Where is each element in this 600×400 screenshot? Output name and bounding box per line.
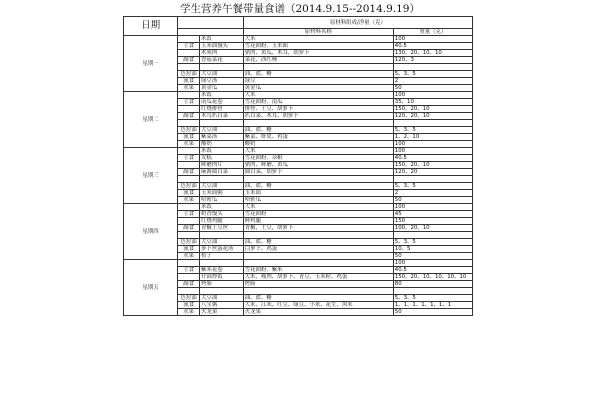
dish-name: 木须肉 (200, 50, 244, 57)
ingredient-list: 雪花面粉、杂粮 (243, 155, 393, 162)
meal-category: 水果 (178, 253, 200, 260)
dish-name (200, 176, 244, 183)
day-label: 星期二 (124, 92, 178, 148)
dish-name (200, 64, 244, 71)
dish-name: 木耳扒白菜 (200, 113, 244, 120)
composition-header: 原材料组成/净量（克） (243, 17, 472, 29)
ingredient-list: 大米、江米、红豆、绿豆、小米、花生、黑米 (243, 302, 393, 309)
weight-value: 150 (393, 218, 472, 225)
dish-name: 酸奶 (200, 141, 244, 148)
meal-category: 副食 (178, 57, 200, 64)
ingredient-list (243, 253, 393, 260)
weight-value: 150、20、10、10、10、10 (393, 274, 472, 281)
meal-category (178, 120, 200, 127)
weight-value: 50 (393, 309, 472, 316)
weight-value: 35、10 (393, 99, 472, 106)
weight-value: 100 (393, 141, 472, 148)
dish-name: 紫米花卷 (200, 267, 244, 274)
dish-name (200, 288, 244, 295)
menu-row (124, 204, 473, 211)
weight-value: 40.5 (393, 43, 472, 50)
ingredient-list: 大米 (243, 204, 393, 211)
dish-name: 哈密瓜 (200, 197, 244, 204)
ingredient-list: 大米 (243, 36, 393, 43)
weight-value: 100 (393, 148, 472, 155)
ingredient-list: 大米 (243, 92, 393, 99)
dish-name: 米饭 (200, 148, 244, 155)
dish-name: 八宝粥 (200, 302, 244, 309)
ingredient-list: 油、盐、糖 (243, 127, 393, 134)
dish-name: 黄金瓜 (200, 85, 244, 92)
ingredient-list: 大米、瘦肉、胡萝卜、青豆、玉米粒、鸡蛋 (243, 274, 393, 281)
meal-category: 水果 (178, 141, 200, 148)
ingredient-list: 白萝卜、鸡蛋 (243, 246, 393, 253)
dish-name: 发糕 (200, 155, 244, 162)
menu-table (123, 16, 473, 316)
dish-name: 青椒土豆丝 (200, 225, 244, 232)
ingredient-list: 猪肉、鲜蘑、黄瓜 (243, 162, 393, 169)
ingredient-list: 雪花面粉、南瓜 (243, 99, 393, 106)
weight-value: 150、20、10 (393, 162, 472, 169)
dish-name (200, 120, 244, 127)
dish-name: 烤肠 (200, 281, 244, 288)
meal-category: 色拉油 (178, 295, 200, 302)
ingredient-list: 油、盐、糖 (243, 71, 393, 78)
weight-value (393, 120, 472, 127)
weight-value: 40.5 (393, 267, 472, 274)
dish-name: 米饭 (200, 36, 244, 43)
day-column-header: 日期 (124, 17, 178, 36)
dish-name: 玉米面馒头 (200, 43, 244, 50)
meal-category: 水果 (178, 197, 200, 204)
meal-category: 流食 (178, 246, 200, 253)
ingredient-list: 雪花面粉、紫米 (243, 267, 393, 274)
ingredient-list: 青椒，土豆，胡萝卜 (243, 225, 393, 232)
weight-value: 10、5 (393, 246, 472, 253)
meal-category: 主食 (178, 211, 200, 218)
meal-category: 水果 (178, 309, 200, 316)
header-blank (178, 17, 244, 29)
weight-value: 50 (393, 197, 472, 204)
dish-name: 绿豆汤 (200, 78, 244, 85)
ingredient-list: 大米 (243, 148, 393, 155)
meal-category: 水果 (178, 85, 200, 92)
weight-value: 40.5 (393, 155, 472, 162)
dish-name: 米饭 (200, 204, 244, 211)
meal-category: 流食 (178, 78, 200, 85)
ingredient-list: 火龙果 (243, 309, 393, 316)
weight-value: 5、3、5 (393, 183, 472, 190)
ingredient-list: 酸奶 (243, 141, 393, 148)
dish-name: 玉米面粥 (200, 190, 244, 197)
weight-value: 120、20、10 (393, 113, 472, 120)
dish-name: 桔子 (200, 253, 244, 260)
dish-name: 大豆油 (200, 127, 244, 134)
weight-value: 5、3、5 (393, 295, 472, 302)
ingredient-list: 油、盐、糖 (243, 239, 393, 246)
meal-category: 主食 (178, 43, 200, 50)
ingredient-list: 哈密瓜 (243, 197, 393, 204)
ingredient-list: 鲜鸡腿 (243, 218, 393, 225)
meal-category (178, 50, 200, 57)
weight-value: 1、2、10 (393, 134, 472, 141)
weight-value: 5、3、5 (393, 239, 472, 246)
document-title: 学生营养午餐带量食谱（2014.9.15--2014.9.19） (180, 3, 420, 15)
ingredient-list (243, 120, 393, 127)
meal-category: 副食 (178, 281, 200, 288)
meal-category (178, 288, 200, 295)
dish-name: 米饭 (200, 92, 244, 99)
meal-category: 色拉油 (178, 239, 200, 246)
ingredient-list (243, 232, 393, 239)
weight-value (393, 64, 472, 71)
ingredient-list: 扒白菜、木耳、胡萝卜 (243, 113, 393, 120)
day-label: 星期四 (124, 204, 178, 260)
header-row (124, 17, 473, 29)
meal-category (178, 260, 200, 267)
dish-name (200, 232, 244, 239)
weight-column-header: 重量（克） (393, 29, 472, 36)
ingredient-list: 油、盐、糖 (243, 183, 393, 190)
meal-category: 副食 (178, 225, 200, 232)
ingredient-list: 雪花面粉 (243, 211, 393, 218)
meal-category: 流食 (178, 302, 200, 309)
weight-value: 5、3、5 (393, 71, 472, 78)
weight-value: 100 (393, 204, 472, 211)
meal-category: 流食 (178, 134, 200, 141)
day-label: 星期三 (124, 148, 178, 204)
menu-row (124, 148, 473, 155)
menu-row (124, 92, 473, 99)
meal-category (178, 176, 200, 183)
ingredient-list (243, 260, 393, 267)
ingredient-list (243, 288, 393, 295)
dish-name: 奶香馒头 (200, 211, 244, 218)
ingredient-list: 绿豆 (243, 78, 393, 85)
ingredient-list: 黄金瓜 (243, 85, 393, 92)
ingredient-list: 猪肉、黄瓜、木耳，胡萝卜 (243, 50, 393, 57)
meal-category (178, 162, 200, 169)
weight-value: 2 (393, 78, 472, 85)
dish-name: 大豆油 (200, 71, 244, 78)
dish-name: 香菇菜花 (200, 57, 244, 64)
dish-name: 大豆油 (200, 183, 244, 190)
weight-value: 100 (393, 260, 472, 267)
weight-value: 120、20 (393, 169, 472, 176)
weight-value (393, 232, 472, 239)
meal-category: 流食 (178, 190, 200, 197)
dish-name: 什锦炒饭 (200, 274, 244, 281)
dish-name: 紫菜汤 (200, 134, 244, 141)
weight-value: 5、3、5 (393, 127, 472, 134)
dish-name: 大豆油 (200, 295, 244, 302)
ingredient-list: 烤肠 (243, 281, 393, 288)
ingredient-column-header: 原材料名称 (243, 29, 393, 36)
menu-row (124, 260, 473, 267)
ingredient-list: 紫菜、虾皮、鸡蛋 (243, 134, 393, 141)
weight-value: 45 (393, 211, 472, 218)
dish-name: 红烧鸡腿 (200, 218, 244, 225)
meal-category (178, 218, 200, 225)
weight-value: 100 (393, 36, 472, 43)
day-label: 星期五 (124, 260, 178, 316)
weight-value: 100、20、10 (393, 225, 472, 232)
weight-value: 100 (393, 92, 472, 99)
meal-category: 主食 (178, 99, 200, 106)
weight-value: 50 (393, 85, 472, 92)
ingredient-list (243, 176, 393, 183)
meal-category (178, 148, 200, 155)
ingredient-list: 玉米面 (243, 190, 393, 197)
weight-value: 130、20、10、10 (393, 50, 472, 57)
dish-name: 火龙果 (200, 309, 244, 316)
weight-value: 2 (393, 190, 472, 197)
menu-row (124, 36, 473, 43)
meal-category: 色拉油 (178, 71, 200, 78)
dish-name: 红烧排骨 (200, 106, 244, 113)
meal-category (178, 274, 200, 281)
weight-value: 150、20、10 (393, 106, 472, 113)
dish-name (200, 260, 244, 267)
dish-name: 萝卜丝蛋花汤 (200, 246, 244, 253)
ingredient-list: 圆白菜，胡萝卜 (243, 169, 393, 176)
meal-category: 色拉油 (178, 183, 200, 190)
ingredient-list (243, 64, 393, 71)
weight-value: 50 (393, 253, 472, 260)
meal-category: 色拉油 (178, 127, 200, 134)
ingredient-list: 油、盐、糖 (243, 295, 393, 302)
meal-category (178, 64, 200, 71)
dish-name: 南瓜花卷 (200, 99, 244, 106)
dish-name: 麻酱圆白菜 (200, 169, 244, 176)
meal-category: 主食 (178, 155, 200, 162)
day-label: 星期一 (124, 36, 178, 92)
weight-value: 120、3 (393, 57, 472, 64)
weight-value (393, 288, 472, 295)
meal-category: 主食 (178, 267, 200, 274)
ingredient-list: 排骨、土豆、胡萝卜 (243, 106, 393, 113)
meal-category (178, 92, 200, 99)
meal-category: 副食 (178, 113, 200, 120)
weight-value (393, 176, 472, 183)
subheader-blank (178, 29, 244, 36)
meal-category: 副食 (178, 169, 200, 176)
weight-value: 1、1、1、1、1、1、1 (393, 302, 472, 309)
ingredient-list: 菜花、西红柿 (243, 57, 393, 64)
dish-name: 鲜蘑肉片 (200, 162, 244, 169)
meal-category (178, 106, 200, 113)
meal-category (178, 232, 200, 239)
meal-category (178, 204, 200, 211)
weight-value: 80 (393, 281, 472, 288)
meal-category (178, 36, 200, 43)
menu-table-body (124, 17, 473, 316)
dish-name: 大豆油 (200, 239, 244, 246)
ingredient-list: 雪花面粉、玉米面 (243, 43, 393, 50)
